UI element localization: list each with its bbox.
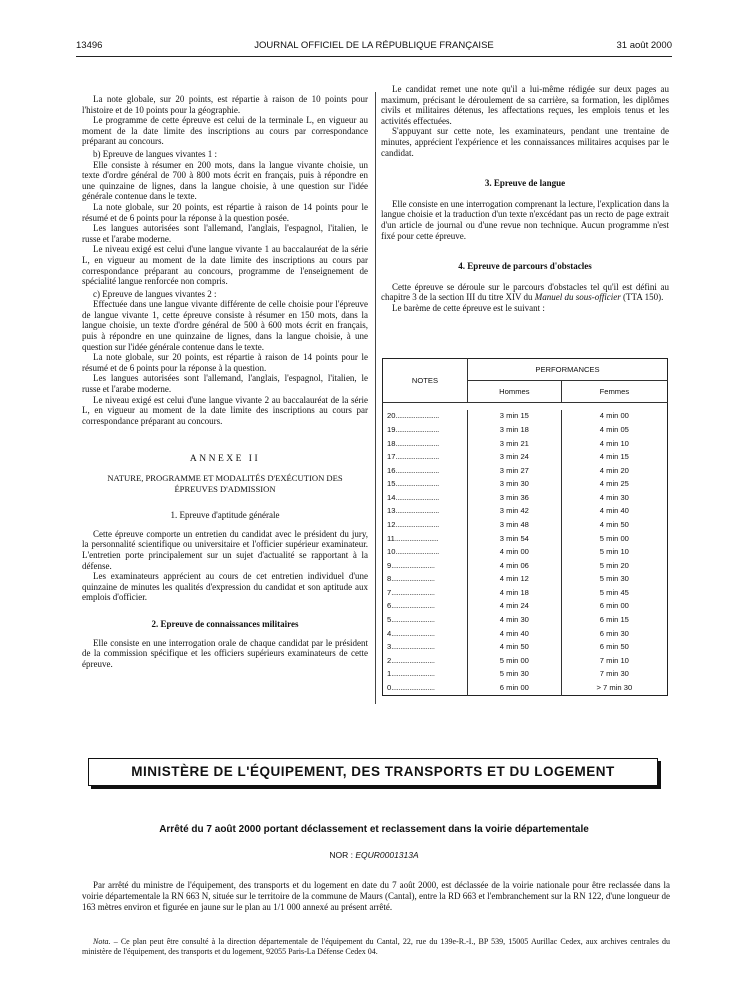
row-hommes: 5 min 00	[468, 654, 562, 668]
row-femmes: 4 min 15	[561, 450, 667, 464]
annexe-title: ANNEXE II	[189, 454, 261, 465]
row-femmes: 4 min 10	[561, 437, 667, 451]
paragraph: Le programme de cette épreuve est celui de la terminale L, en vigueur au moment de la date limite des inscriptions au cours par correspondance préparant au concours.	[82, 115, 368, 147]
dot-leader: ........................	[391, 601, 435, 611]
right-column	[381, 84, 669, 314]
dot-leader: ........................	[395, 506, 439, 516]
column-divider	[375, 92, 376, 704]
row-note: 2........................	[387, 655, 435, 665]
header-rule	[76, 56, 672, 57]
paragraph: Elle consiste à résumer en 200 mots, dans la langue vivante choisie, un texte d'ordre général de 700 à 800 mots écrit en français, puis à répondre en une quinzaine de lignes, dans la langue choisie, à une question sur l'idée générale contenue dans le texte.	[82, 159, 368, 202]
dot-leader: ........................	[391, 628, 435, 638]
header-notes: NOTES	[383, 359, 468, 403]
row-note: 6........................	[387, 601, 435, 611]
paragraph: Le candidat remet une note qu'il a lui-même rédigée sur deux pages au maximum, précisant le déroulement de sa carrière, sa formation, les diplômes civils et militaires détenus, les affectations reçues, les emplois tenus et les activités effectuées.	[381, 84, 669, 126]
table-row	[383, 627, 668, 641]
row-femmes: 4 min 05	[561, 423, 667, 437]
row-hommes: 4 min 30	[468, 613, 562, 627]
row-note: 9........................	[387, 560, 435, 570]
paragraph: Les langues autorisées sont l'allemand, l'anglais, l'espagnol, l'italien, le russe et l'arabe moderne.	[82, 223, 368, 244]
row-femmes: 4 min 00	[561, 410, 667, 424]
row-hommes: 4 min 06	[468, 559, 562, 573]
row-note: 18........................	[387, 438, 439, 448]
dot-leader: ........................	[395, 411, 439, 421]
row-hommes: 4 min 18	[468, 586, 562, 600]
row-note: 3........................	[387, 642, 435, 652]
row-femmes: > 7 min 30	[561, 681, 667, 695]
arrete-title: Arrêté du 7 août 2000 portant déclassement et reclassement dans la voirie départementale	[159, 824, 589, 835]
row-note: 7........................	[387, 587, 435, 597]
row-note: 12........................	[387, 519, 439, 529]
row-femmes: 6 min 50	[561, 640, 667, 654]
row-hommes: 4 min 12	[468, 573, 562, 587]
row-hommes: 3 min 18	[468, 423, 562, 437]
row-hommes: 3 min 42	[468, 505, 562, 519]
issue-date: 31 août 2000	[616, 40, 672, 51]
dot-leader: ........................	[391, 574, 435, 584]
row-note: 16........................	[387, 465, 439, 475]
dot-leader: ........................	[395, 465, 439, 475]
table-row	[383, 410, 668, 424]
table-row	[383, 450, 668, 464]
manual-title: Manuel du sous-officier	[534, 292, 621, 303]
row-note: 1........................	[387, 669, 435, 679]
paragraph: La note globale, sur 20 points, est répartie à raison de 14 points pour le résumé et de 6 points pour la réponse à la question.	[82, 352, 368, 373]
row-hommes: 3 min 36	[468, 491, 562, 505]
table-row	[383, 681, 668, 695]
row-hommes: 3 min 48	[468, 518, 562, 532]
row-note: 8........................	[387, 574, 435, 584]
row-hommes: 3 min 24	[468, 450, 562, 464]
row-hommes: 5 min 30	[468, 668, 562, 682]
row-hommes: 6 min 00	[468, 681, 562, 695]
table-row	[383, 640, 668, 654]
dot-leader: ........................	[391, 683, 435, 693]
table-row	[383, 437, 668, 451]
row-note: 10........................	[387, 547, 439, 557]
row-femmes: 6 min 15	[561, 613, 667, 627]
dot-leader: ........................	[395, 547, 439, 557]
ministry-title: MINISTÈRE DE L'ÉQUIPEMENT, DES TRANSPORTS ET DU LOGEMENT	[88, 758, 658, 786]
dot-leader: ........................	[394, 533, 439, 543]
paragraph: Cette épreuve se déroule sur le parcours d'obstacles tel qu'il est défini au chapitre 3 de la section III du titre XIV du Manuel du sous-officier (TTA 150).	[381, 281, 669, 303]
table-row	[383, 654, 668, 668]
dot-leader: ........................	[391, 615, 435, 625]
section-title-3: 3. Epreuve de langue	[484, 178, 566, 189]
scoring-table	[382, 358, 668, 696]
table-row	[383, 573, 668, 587]
row-femmes: 7 min 30	[561, 668, 667, 682]
row-note: 14........................	[387, 492, 439, 502]
dot-leader: ........................	[391, 560, 435, 570]
row-hommes: 4 min 24	[468, 600, 562, 614]
row-note: 19........................	[387, 424, 439, 434]
table-row	[383, 545, 668, 559]
dot-leader: ........................	[391, 669, 435, 679]
row-femmes: 6 min 00	[561, 600, 667, 614]
paragraph: Elle consiste en une interrogation comprenant la lecture, l'explication dans la langue choisie et la traduction d'un texte n'excédant pas un recto de page extrait d'un article de journal ou d'une revue non technique. Aucun programme n'est fixé pour cette épreuve.	[381, 198, 669, 241]
paragraph: Le niveau exigé est celui d'une langue vivante 1 au baccalauréat de la série L, en vigueur au moment de la date limite des inscriptions au cours par correspondance préparant au concours, programme de l'enseignement de spécialité langue renforcée non compris.	[82, 244, 368, 287]
row-hommes: 3 min 27	[468, 464, 562, 478]
section-heading-c: c) Epreuve de langues vivantes 2 :	[93, 288, 217, 299]
paragraph: Cette épreuve comporte un entretien du candidat avec le président du jury, la personnalité scientifique ou universitaire et l'officier supérieur examinateur. L'entretien porte principalement sur un sujet d'actualité se rapportant à la défense.	[82, 528, 368, 571]
row-femmes: 5 min 45	[561, 586, 667, 600]
header-hommes: Hommes	[468, 381, 562, 403]
nor-reference: NOR : EQUR0001313A	[329, 850, 419, 860]
table-row	[383, 586, 668, 600]
table-row	[383, 518, 668, 532]
paragraph: La note globale, sur 20 points, est répartie à raison de 10 points pour l'histoire et de 10 points pour la géographie.	[82, 94, 368, 115]
arrete-note: Nota. – Ce plan peut être consulté à la direction départementale de l'équipement du Cantal, 22, rue du 139e-R.-I., BP 539, 15005 Aurillac Cedex, aux archives centrales du ministère de l'équipement, des transports et du logement, 92055 Paris-La Défense Cedex 04.	[82, 937, 670, 956]
row-note: 20........................	[387, 411, 439, 421]
row-femmes: 4 min 25	[561, 477, 667, 491]
row-femmes: 5 min 10	[561, 545, 667, 559]
row-note: 5........................	[387, 615, 435, 625]
row-femmes: 4 min 30	[561, 491, 667, 505]
paragraph: Les langues autorisées sont l'allemand, l'anglais, l'espagnol, l'italien, le russe et l'arabe moderne.	[82, 373, 368, 395]
note-label: Nota. –	[93, 937, 118, 946]
journal-title: JOURNAL OFFICIEL DE LA RÉPUBLIQUE FRANÇAISE	[254, 40, 494, 51]
dot-leader: ........................	[395, 424, 439, 434]
dot-leader: ........................	[391, 642, 435, 652]
row-femmes: 4 min 50	[561, 518, 667, 532]
table-row	[383, 423, 668, 437]
row-femmes: 7 min 10	[561, 654, 667, 668]
header-performances: PERFORMANCES	[468, 359, 668, 381]
paragraph: Le niveau exigé est celui d'une langue vivante 2 au baccalauréat de la série L, en vigueur au moment de la date limite des inscriptions au cours par correspondance préparant au concours.	[82, 394, 368, 426]
dot-leader: ........................	[395, 492, 439, 502]
table-row	[383, 464, 668, 478]
paragraph: Les examinateurs apprécient au cours de cet entretien individuel d'une quinzaine de minutes les qualités d'expression du candidat et son aptitude aux emplois d'officier.	[82, 571, 368, 603]
row-note: 15........................	[387, 479, 439, 489]
arrete-body: Par arrêté du ministre de l'équipement, des transports et du logement en date du 7 août 2000, est déclassée de la voirie nationale pour être reclassée dans la voirie départementale la RN 663 N, située sur le territoire de la commune de Maurs (Cantal), entre la RD 663 et l'embranchement sur la RN 122, d'une longueur de 163 mètres environ et figurée en jaune sur le plan au 1/1 000 annexé au présent arrêté.	[82, 880, 670, 912]
table-row	[383, 477, 668, 491]
row-note: 0........................	[387, 683, 435, 693]
paragraph: Effectuée dans une langue vivante différente de celle choisie pour l'épreuve de langue vivante 1, cette épreuve consiste à résumer en 150 mots, dans la langue choisie, un texte d'ordre général de 500 à 600 mots écrit en français, puis à répondre en une quinzaine de lignes, dans la langue choisie, à une question sur l'idée générale contenue dans le texte.	[82, 299, 368, 352]
dot-leader: ........................	[395, 519, 439, 529]
paragraph: Le barème de cette épreuve est le suivant :	[392, 302, 545, 313]
annexe-subtitle: NATURE, PROGRAMME ET MODALITÉS D'EXÉCUTION DES ÉPREUVES D'ADMISSION	[107, 473, 343, 494]
table-row	[383, 600, 668, 614]
row-femmes: 4 min 20	[561, 464, 667, 478]
table-row	[383, 668, 668, 682]
table-row	[383, 613, 668, 627]
row-hommes: 4 min 00	[468, 545, 562, 559]
paragraph: S'appuyant sur cette note, les examinateurs, pendant une trentaine de minutes, apprécient l'expérience et les connaissances militaires acquises par le candidat.	[381, 126, 669, 158]
dot-leader: ........................	[391, 587, 435, 597]
left-column	[82, 94, 368, 669]
page-number: 13496	[76, 40, 103, 51]
row-femmes: 5 min 20	[561, 559, 667, 573]
row-femmes: 6 min 30	[561, 627, 667, 641]
row-hommes: 3 min 21	[468, 437, 562, 451]
row-hommes: 3 min 30	[468, 477, 562, 491]
section-title-2: 2. Epreuve de connaissances militaires	[151, 618, 299, 629]
paragraph: La note globale, sur 20 points, est répartie à raison de 14 points pour le résumé et de 6 points pour la réponse à la question posée.	[82, 201, 368, 223]
table-row	[383, 532, 668, 546]
page-header	[76, 40, 672, 54]
row-note: 11........................	[387, 533, 439, 543]
row-hommes: 4 min 40	[468, 627, 562, 641]
dot-leader: ........................	[395, 438, 439, 448]
row-hommes: 3 min 54	[468, 532, 562, 546]
paragraph: Elle consiste en une interrogation orale de chaque candidat par le président de la commission spécifique et les officiers supérieurs examinateurs de cette épreuve.	[82, 637, 368, 669]
row-hommes: 4 min 50	[468, 640, 562, 654]
row-note: 17........................	[387, 452, 439, 462]
row-femmes: 4 min 40	[561, 505, 667, 519]
header-femmes: Femmes	[561, 381, 667, 403]
row-hommes: 3 min 15	[468, 410, 562, 424]
nor-value: EQUR0001313A	[355, 850, 419, 860]
dot-leader: ........................	[395, 479, 439, 489]
table-row	[383, 559, 668, 573]
row-note: 13........................	[387, 506, 439, 516]
table-body	[383, 403, 668, 696]
section-heading-b: b) Epreuve de langues vivantes 1 :	[93, 148, 217, 159]
table-row	[383, 491, 668, 505]
row-note: 4........................	[387, 628, 435, 638]
dot-leader: ........................	[395, 452, 439, 462]
section-title-4: 4. Epreuve de parcours d'obstacles	[458, 261, 592, 272]
table-row	[383, 505, 668, 519]
row-femmes: 5 min 30	[561, 573, 667, 587]
dot-leader: ........................	[391, 655, 435, 665]
row-femmes: 5 min 00	[561, 532, 667, 546]
section-title-1: 1. Epreuve d'aptitude générale	[170, 510, 280, 521]
